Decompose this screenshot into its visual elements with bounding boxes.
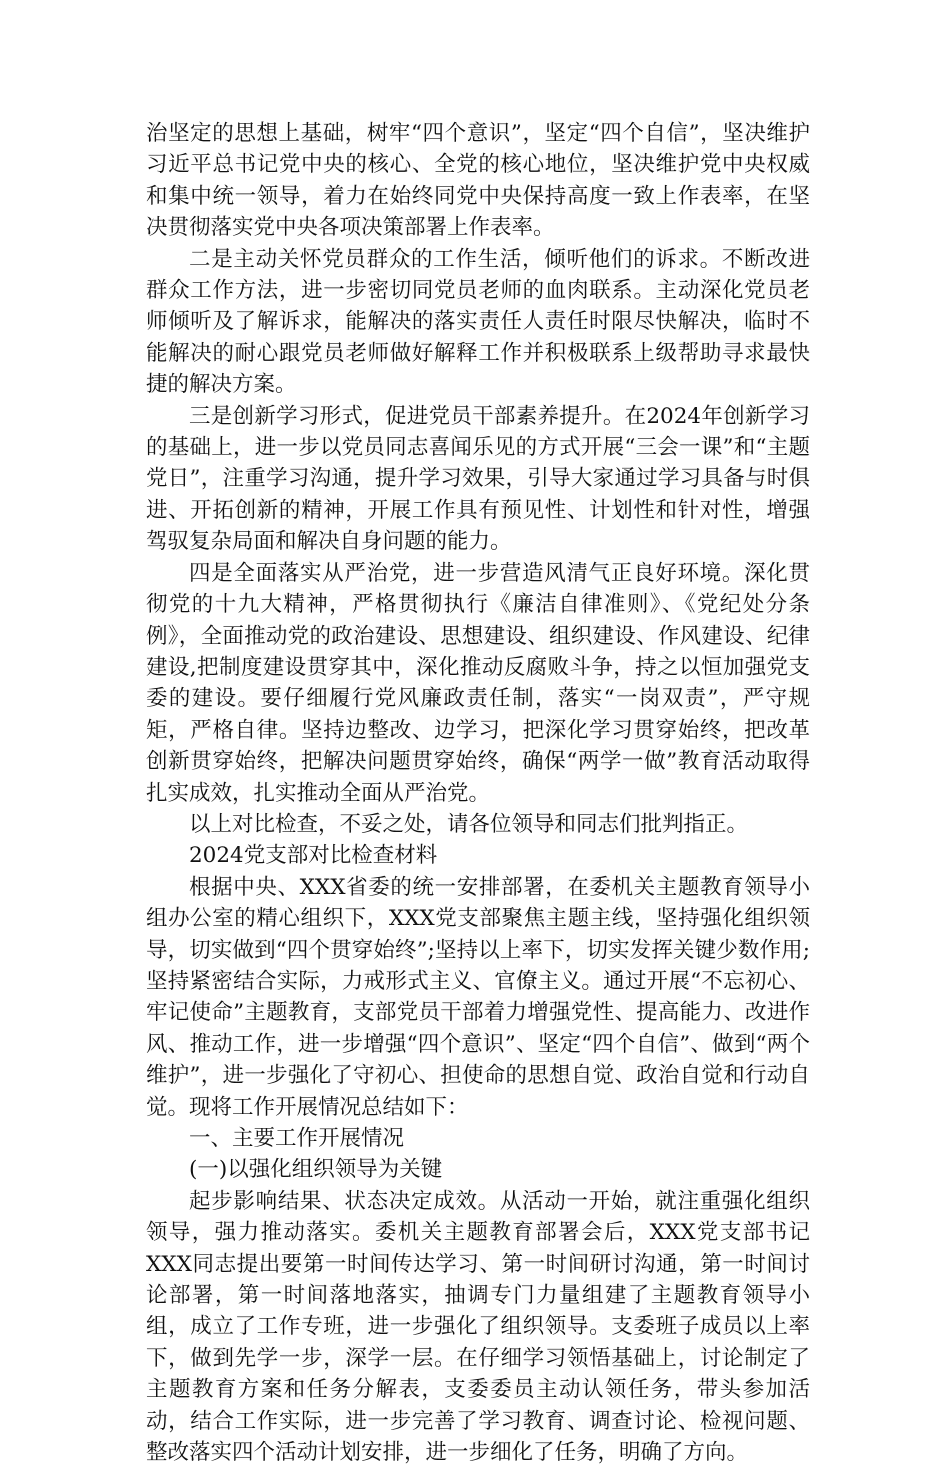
paragraph-continuation: 治坚定的思想上基础，树牢“四个意识”，坚定“四个自信”，坚决维护习近平总书记党中央的核心、全党的核心地位，坚决维护党中央权威和集中统一领导，着力在始终同党中央保持高度一致上作表率，在坚决贯彻落实党中央各项决策部署上作表率。 [146, 121, 810, 241]
section-title: 2024党支部对比检查材料 [189, 843, 438, 869]
paragraph-organization: 起步影响结果、状态决定成效。从活动一开始，就注重强化组织领导，强力推动落实。委机关主题教育部署会后，XXX党支部书记XXX同志提出要第一时间传达学习、第一时间研讨沟通，第一时间讨论部署，第一时间落地落实，抽调专门力量组建了主题教育领导小组，成立了工作专班，进一步强化了组织领导。支委班子成员以上率下，做到先学一步，深学一层。在仔细学习领悟基础上，讨论制定了主题教育方案和任务分解表，支委委员主动认领任务，带头参加活动，结合工作实际，进一步完善了学习教育、调查讨论、检视问题、整改落实四个活动计划安排，进一步细化了任务，明确了方向。 [146, 1188, 810, 1466]
paragraph-point-four: 四是全面落实从严治党，进一步营造风清气正良好环境。深化贯彻党的十九大精神，严格贯彻执行《廉洁自律准则》、《党纪处分条例》，全面推动党的政治建设、思想建设、组织建设、作风建设、纪律建设,把制度建设贯穿其中，深化推动反腐败斗争，持之以恒加强党支委的建设。要仔细履行党风廉政责任制，落实“一岗双责”，严守规矩，严格自律。坚持边整改、边学习，把深化学习贯穿始终，把改革创新贯穿始终，把解决问题贯穿始终，确保“两学一做”教育活动取得扎实成效，扎实推动全面从严治党。 [146, 560, 810, 806]
paragraph-intro: 根据中央、XXX省委的统一安排部署，在委机关主题教育领导小组办公室的精心组织下，XXX党支部聚焦主题主线，坚持强化组织领导，切实做到“四个贯穿始终”;坚持以上率下，切实发挥关键少数作用;坚持紧密结合实际，力戒形式主义、官僚主义。通过开展“不忘初心、牢记使命”主题教育，支部党员干部着力增强党性、提高能力、改进作风、推动工作，进一步增强“四个意识”、坚定“四个自信”、做到“两个维护”，进一步强化了守初心、担使命的思想自觉、政治自觉和行动自觉。现将工作开展情况总结如下： [146, 874, 810, 1120]
heading-level-1: 一、主要工作开展情况 [189, 1126, 405, 1151]
paragraph-point-two: 二是主动关怀党员群众的工作生活，倾听他们的诉求。不断改进群众工作方法，进一步密切同党员老师的血肉联系。主动深化党员老师倾听及了解诉求，能解决的落实责任人责任时限尽快解决，临时不能解决的耐心跟党员老师做好解释工作并积极联系上级帮助寻求最快捷的解决方案。 [146, 246, 810, 398]
heading-level-2: (一)以强化组织领导为关键 [189, 1157, 443, 1183]
paragraph-closing: 以上对比检查，不妥之处，请各位领导和同志们批判指正。 [189, 811, 749, 837]
paragraph-point-three: 三是创新学习形式，促进党员干部素养提升。在2024年创新学习的基础上，进一步以党员同志喜闻乐见的方式开展“三会一课”和“主题党日”，注重学习沟通，提升学习效果，引导大家通过学习具备与时俱进、开拓创新的精神，开展工作具有预见性、计划性和针对性，增强驾驭复杂局面和解决自身问题的能力。 [146, 403, 810, 555]
document-page [146, 118, 810, 1468]
